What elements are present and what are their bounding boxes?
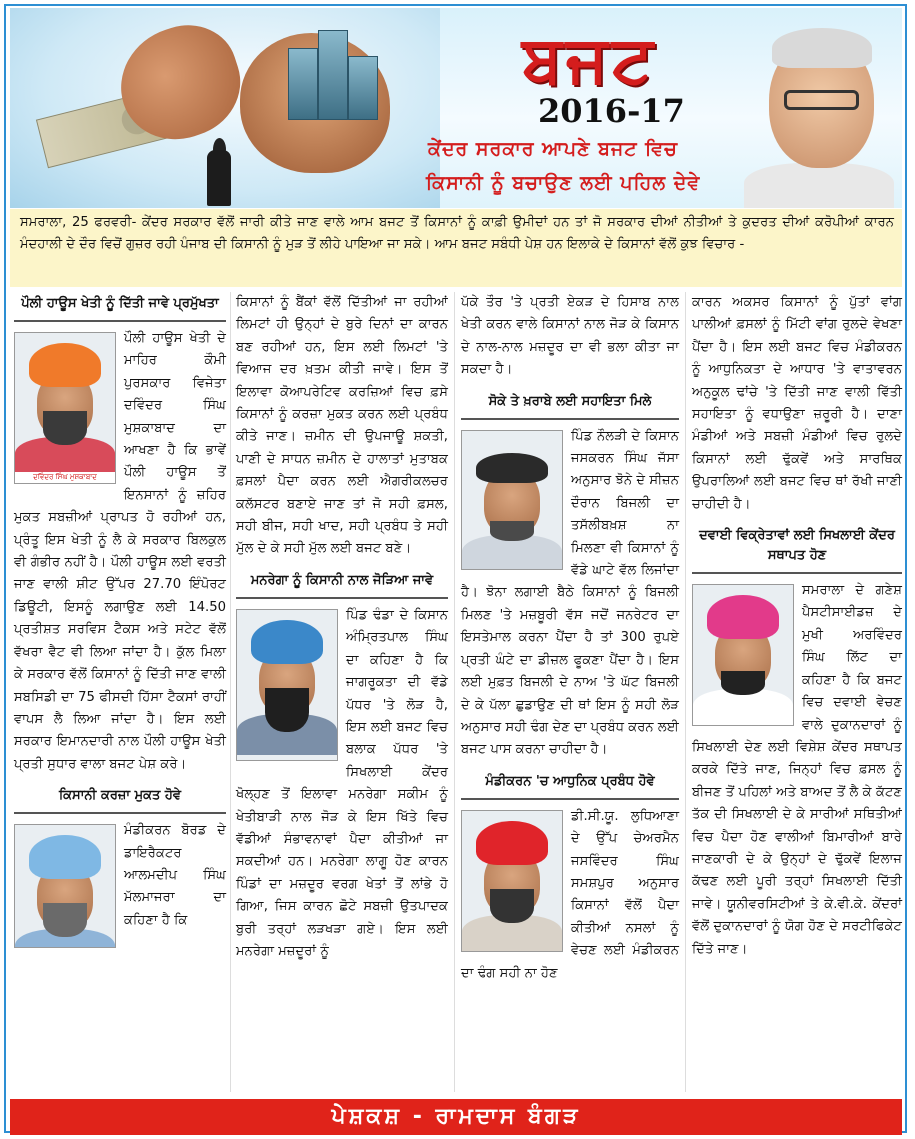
section-heading: ਦਵਾਈ ਵਿਕ੍ਰੇਤਾਵਾਂ ਲਈ ਸਿਖਲਾਈ ਕੇਂਦਰ ਸਥਾਪਤ ਹੋਣ <box>692 524 902 574</box>
intro-paragraph: ਸਮਰਾਲਾ, 25 ਫਰਵਰੀ- ਕੇਂਦਰ ਸਰਕਾਰ ਵੱਲੋਂ ਜਾਰੀ ਕੀਤੇ ਜਾਣ ਵਾਲੇ ਆਮ ਬਜਟ ਤੋਂ ਕਿਸਾਨਾਂ ਨੂੰ ਕਾਫ਼ੀ ਉਮੀਦਾਂ ਹਨ ਤਾਂ ਜੋ ਸਰਕਾਰ ਦੀਆਂ ਨੀਤੀਆਂ ਤੇ ਕੁਦਰਤ ਦੀਆਂ ਕਰੋਪੀਆਂ ਕਾਰਨ ਮੰਦਹਾਲੀ ਦੇ ਦੌਰ ਵਿਚੋਂ ਗੁਜ਼ਰ ਰਹੀ ਪੰਜਾਬ ਦੀ ਕਿਸਾਨੀ ਨੂੰ ਮੁੜ ਤੋਂ ਲੀਹੇ ਪਾਇਆ ਜਾ ਸਕੇ। ਆਮ ਬਜਟ ਸਬੰਧੀ ਪੇਸ਼ ਹਨ ਇਲਾਕੇ ਦੇ ਕਿਸਾਨਾਂ ਵੱਲੋਂ ਕੁਝ ਵਿਚਾਰ - <box>10 209 902 287</box>
portrait-photo <box>461 810 563 952</box>
article-text: ਪਿੰਡ ਨੌਲੜੀ ਦੇ ਕਿਸਾਨ ਜਸਕਰਨ ਸਿੰਘ ਜੱਸਾ ਅਨੁਸਾਰ ਝੋਨੇ ਦੇ ਸੀਜ਼ਨ ਦੌਰਾਨ ਬਿਜਲੀ ਦਾ ਤਸੱਲੀਬਖ਼ਸ਼ ਨਾ ਮਿਲਣਾ ਵੀ ਕਿਸਾਨਾਂ ਨੂੰ ਵੱਡੇ ਘਾਟੇ ਵੱਲ ਲਿਜਾਂਦਾ ਹੈ। ਝੋਨਾ ਲਗਾਈ ਬੈਠੇ ਕਿਸਾਨਾਂ ਨੂੰ ਬਿਜਲੀ ਮਿਲਣ 'ਤੇ ਮਜ਼ਬੂਰੀ ਵੱਸ ਜਦੋਂ ਜਨਰੇਟਰ ਦਾ ਇਸਤੇਮਾਲ ਕਰਨਾ ਪੈਂਦਾ ਹੈ ਤਾਂ 300 ਰੁਪਏ ਪ੍ਰਤੀ ਘੰਟੇ ਦਾ ਡੀਜ਼ਲ ਫੂਕਣਾ ਪੈਂਦਾ ਹੈ। ਇਸ ਲਈ ਮੁਫ਼ਤ ਬਿਜਲੀ ਦੇ ਨਾਅ 'ਤੇ ਘੱਟ ਬਿਜਲੀ ਦੇ ਕੇ ਪੱਲਾ ਛੁਡਾਉਣ ਦੀ ਥਾਂ ਇਸ ਨੂੰ ਸਹੀ ਲੋੜ ਅਨੁਸਾਰ ਸਹੀ ਢੰਗ ਦੇਣ ਦਾ ਪ੍ਰਬੰਧ ਕਰਨ ਲਈ ਬਜਟ ਪਾਸ ਕਰਨਾ ਚਾਹੀਦਾ ਹੈ। <box>461 428 679 758</box>
banner-tagline-1: ਕੇਂਦਰ ਸਰਕਾਰ ਆਪਣੇ ਬਜਟ ਵਿਚ <box>428 138 678 160</box>
banner-tagline-2: ਕਿਸਾਨੀ ਨੂੰ ਬਚਾਉਣ ਲਈ ਪਹਿਲ ਦੇਵੇ <box>426 172 701 194</box>
portrait-photo <box>461 430 563 570</box>
building-image <box>348 56 378 120</box>
section-heading: ਸੋਕੇ ਤੇ ਖ਼ਰਾਬੇ ਲਈ ਸਹਾਇਤਾ ਮਿਲੇ <box>461 390 679 420</box>
article-text: ਪੌਲੀ ਹਾਊਸ ਖੇਤੀ ਦੇ ਮਾਹਿਰ ਕੌਮੀ ਪੁਰਸਕਾਰ ਵਿਜੇਤਾ ਦਵਿੰਦਰ ਸਿੰਘ ਮੁਸ਼ਕਾਬਾਦ ਦਾ ਆਖਣਾ ਹੈ ਕਿ ਭਾਵੇਂ ਪੌਲੀ ਹਾਊਸ ਤੋਂ ਇਨਸਾਨਾਂ ਨੂੰ ਜ਼ਹਿਰ ਮੁਕਤ ਸਬਜ਼ੀਆਂ ਪ੍ਰਾਪਤ ਹੋ ਰਹੀਆਂ ਹਨ, ਪ੍ਰੰਤੂ ਇਸ ਖੇਤੀ ਨੂੰ ਲੈ ਕੇ ਸਰਕਾਰ ਬਿਲਕੁਲ ਵੀ ਗੰਭੀਰ ਨਹੀਂ ਹੈ। ਪੌਲੀ ਹਾਊਸ ਲਈ ਵਰਤੀ ਜਾਣ ਵਾਲੀ ਸ਼ੀਟ ਉੱਪਰ 27.70 ਇੰਪੋਰਟ ਡਿਊਟੀ, ਇਸਨੂੰ ਲਗਾਉਣ ਲਈ 14.50 ਪ੍ਰਤੀਸ਼ਤ ਸਰਵਿਸ ਟੈਕਸ ਅਤੇ ਸਟੇਟ ਵੱਲੋਂ ਵੱਖਰਾ ਵੈਟ ਵੀ ਲਿਆ ਜਾਂਦਾ ਹੈ। ਕੁੱਲ ਮਿਲਾ ਕੇ ਸਰਕਾਰ ਵੱਲੋਂ ਕਿਸਾਨਾਂ ਨੂੰ ਦਿੱਤੀ ਜਾਣ ਵਾਲੀ ਸਬਸਿਡੀ ਦਾ 75 ਫੀਸਦੀ ਹਿੱਸਾ ਟੈਕਸਾਂ ਰਾਹੀਂ ਵਾਪਸ ਲੈ ਲਿਆ ਜਾਂਦਾ ਹੈ। ਇਸ ਲਈ ਸਰਕਾਰ ਇਮਾਨਦਾਰੀ ਨਾਲ ਪੌਲੀ ਹਾਊਸ ਖੇਤੀ ਪ੍ਰਤੀ ਸੁਧਾਰ ਵਾਲਾ ਬਜਟ ਪੇਸ਼ ਕਰੇ। <box>14 331 226 772</box>
column-4 <box>692 292 902 961</box>
businessman-silhouette <box>205 138 233 206</box>
article-text: ਪਿੰਡ ਢੰਡਾ ਦੇ ਕਿਸਾਨ ਅੰਮ੍ਰਿਤਪਾਲ ਸਿੰਘ ਦਾ ਕਹਿਣਾ ਹੈ ਕਿ ਜਾਗਰੂਕਤਾ ਦੀ ਵੱਡੇ ਪੱਧਰ 'ਤੇ ਲੋੜ ਹੈ, ਇਸ ਲਈ ਬਜਟ ਵਿਚ ਬਲਾਕ ਪੱਧਰ 'ਤੇ ਸਿਖਲਾਈ ਕੇਂਦਰ ਖੋਲ੍ਹਣ ਤੋਂ ਇਲਾਵਾ ਮਨਰੇਗਾ ਸਕੀਮ ਨੂੰ ਖੇਤੀਬਾੜੀ ਨਾਲ ਜੋੜ ਕੇ ਇਸ ਖਿੱਤੇ ਵਿਚ ਵੱਡੀਆਂ ਸੰਭਾਵਨਾਵਾਂ ਪੈਦਾ ਕੀਤੀਆਂ ਜਾ ਸਕਦੀਆਂ ਹਨ। ਮਨਰੇਗਾ ਲਾਗੂ ਹੋਣ ਕਾਰਨ ਪਿੰਡਾਂ ਦਾ ਮਜ਼ਦੂਰ ਵਰਗ ਖੇਤਾਂ ਤੋਂ ਲਾਂਭੇ ਹੋ ਗਿਆ, ਜਿਸ ਕਾਰਨ ਛੋਟੇ ਸਬਜ਼ੀ ਉਤਪਾਦਕ ਬੁਰੀ ਤਰ੍ਹਾਂ ਲੜਖੜਾ ਗਏ। ਇਸ ਲਈ ਮਨਰੇਗਾ ਮਜ਼ਦੂਰਾਂ ਨੂੰ <box>236 607 448 959</box>
banner-title: ਬਜਟ <box>522 22 657 97</box>
building-image <box>318 30 348 120</box>
portrait-photo <box>236 609 338 761</box>
minister-portrait <box>744 18 894 208</box>
column-divider <box>685 292 686 1092</box>
portrait-photo <box>14 332 116 484</box>
article-text: ਮੰਡੀਕਰਨ ਬੋਰਡ ਦੇ ਡਾਇਰੈਕਟਰ ਆਲਮਦੀਪ ਸਿੰਘ ਮੱਲਮਾਜਰਾ ਦਾ ਕਹਿਣਾ ਹੈ ਕਿ <box>124 823 226 928</box>
section-heading: ਕਿਸਾਨੀ ਕਰਜ਼ਾ ਮੁਕਤ ਹੋਵੇ <box>14 784 226 814</box>
photo-caption: ਦਵਿੰਦਰ ਸਿੰਘ ਮੁਸ਼ਕਾਬਾਦ <box>15 472 115 483</box>
building-image <box>288 48 318 120</box>
article-text: ਕਾਰਨ ਅਕਸਰ ਕਿਸਾਨਾਂ ਨੂੰ ਪੁੱਤਾਂ ਵਾਂਗ ਪਾਲੀਆਂ ਫ਼ਸਲਾਂ ਨੂੰ ਮਿੱਟੀ ਵਾਂਗ ਰੁਲਦੇ ਵੇਖਣਾ ਪੈਂਦਾ ਹੈ। ਇਸ ਲਈ ਬਜਟ ਵਿਚ ਮੰਡੀਕਰਨ ਨੂੰ ਆਧੁਨਿਕਤਾ ਦੇ ਆਧਾਰ 'ਤੇ ਵਾਤਾਵਰਨ ਅਨੁਕੂਲ ਢਾਂਚੇ 'ਤੇ ਦਿੱਤੀ ਜਾਣ ਵਾਲੀ ਵਿੱਤੀ ਸਹਾਇਤਾ ਨੂੰ ਵਧਾਉਣਾ ਜ਼ਰੂਰੀ ਹੈ। ਦਾਣਾ ਮੰਡੀਆਂ ਅਤੇ ਸਬਜ਼ੀ ਮੰਡੀਆਂ ਵਿਚ ਰੁਲਦੇ ਕਿਸਾਨਾਂ ਲਈ ਢੁੱਕਵੇਂ ਅਤੇ ਸਾਰਥਿਕ ਉਪਰਾਲਿਆਂ ਲਈ ਬਜਟ ਵਿਚ ਥਾਂ ਰੱਖੀ ਜਾਣੀ ਚਾਹੀਦੀ ਹੈ। <box>692 295 902 512</box>
banner-year: 2016-17 <box>538 92 685 130</box>
budget-banner <box>10 8 902 208</box>
section-heading: ਪੌਲੀ ਹਾਊਸ ਖੇਤੀ ਨੂੰ ਦਿੱਤੀ ਜਾਵੇ ਪ੍ਰਮੁੱਖਤਾ <box>14 292 226 322</box>
column-2 <box>236 292 448 963</box>
section-heading: ਮਨਰੇਗਾ ਨੂੰ ਕਿਸਾਨੀ ਨਾਲ ਜੋੜਿਆ ਜਾਵੇ <box>236 569 448 599</box>
column-divider <box>454 292 455 1092</box>
article-text: ਡੀ.ਸੀ.ਯੂ. ਲੁਧਿਆਣਾ ਦੇ ਉੱਪ ਚੇਅਰਮੈਨ ਜਸਵਿੰਦਰ ਸਿੰਘ ਸਮਸ਼ਪੁਰ ਅਨੁਸਾਰ ਕਿਸਾਨਾਂ ਵੱਲੋਂ ਪੈਦਾ ਕੀਤੀਆਂ ਨਸਲਾਂ ਨੂੰ ਵੇਚਣ ਲਈ ਮੰਡੀਕਰਨ ਦਾ ਢੰਗ ਸਹੀ ਨਾ ਹੋਣ <box>461 808 679 981</box>
portrait-photo <box>14 824 116 948</box>
article-text: ਪੱਕੇ ਤੌਰ 'ਤੇ ਪ੍ਰਤੀ ਏਕੜ ਦੇ ਹਿਸਾਬ ਨਾਲ ਖੇਤੀ ਕਰਨ ਵਾਲੇ ਕਿਸਾਨਾਂ ਨਾਲ ਜੋੜ ਕੇ ਕਿਸਾਨ ਦੇ ਨਾਲ-ਨਾਲ ਮਜ਼ਦੂਰ ਦਾ ਵੀ ਭਲਾ ਕੀਤਾ ਜਾ ਸਕਦਾ ਹੈ। <box>461 295 679 378</box>
footer-credit: ਪੇਸ਼ਕਸ਼ - ਰਾਮਦਾਸ ਬੰਗੜ <box>10 1099 902 1135</box>
column-divider <box>230 292 231 1092</box>
section-heading: ਮੰਡੀਕਰਨ 'ਚ ਆਧੁਨਿਕ ਪ੍ਰਬੰਧ ਹੋਵੇ <box>461 770 679 800</box>
column-3 <box>461 292 679 985</box>
article-text: ਕਿਸਾਨਾਂ ਨੂੰ ਬੈਂਕਾਂ ਵੱਲੋਂ ਦਿੱਤੀਆਂ ਜਾ ਰਹੀਆਂ ਲਿਮਟਾਂ ਹੀ ਉਨ੍ਹਾਂ ਦੇ ਬੁਰੇ ਦਿਨਾਂ ਦਾ ਕਾਰਨ ਬਣ ਰਹੀਆਂ ਹਨ, ਇਸ ਲਈ ਲਿਮਟਾਂ 'ਤੇ ਵਿਆਜ ਦਰ ਖ਼ਤਮ ਕੀਤੀ ਜਾਵੇ। ਇਸ ਤੋਂ ਇਲਾਵਾ ਕੋਆਪਰੇਟਿਵ ਕਰਜ਼ਿਆਂ ਵਿਚ ਫ਼ਸੇ ਕਿਸਾਨਾਂ ਨੂੰ ਕਰਜ਼ਾ ਮੁਕਤ ਕਰਨ ਲਈ ਪ੍ਰਬੰਧ ਕੀਤੇ ਜਾਣ। ਜ਼ਮੀਨ ਦੀ ਉਪਜਾਊ ਸ਼ਕਤੀ, ਪਾਣੀ ਦੇ ਸਾਧਨ ਜ਼ਮੀਨ ਦੇ ਹਾਲਾਤਾਂ ਮੁਤਾਬਕ ਫ਼ਸਲਾਂ ਪੈਦਾ ਕਰਨ ਲਈ ਐਗਰੀਕਲਚਰ ਕਲੱਸਟਰ ਬਣਾਏ ਜਾਣ ਤਾਂ ਜੋ ਸਹੀ ਫ਼ਸਲ, ਸਹੀ ਬੀਜ, ਸਹੀ ਖਾਦ, ਸਹੀ ਪ੍ਰਬੰਧ ਤੇ ਸਹੀ ਮੁੱਲ ਦੇ ਕੇ ਸਹੀ ਮੁੱਲ ਲਈ ਬਜਟ ਬਣੇ। <box>236 295 448 557</box>
column-1 <box>14 292 226 952</box>
portrait-photo <box>692 584 794 726</box>
article-text: ਸਮਰਾਲਾ ਦੇ ਗਣੇਸ਼ ਪੈਸਟੀਸਾਈਡਜ਼ ਦੇ ਮੁਖੀ ਅਰਵਿੰਦਰ ਸਿੰਘ ਲਿੱਟ ਦਾ ਕਹਿਣਾ ਹੈ ਕਿ ਬਜਟ ਵਿਚ ਦਵਾਈ ਵੇਚਣ ਵਾਲੇ ਦੁਕਾਨਦਾਰਾਂ ਨੂੰ ਸਿਖਲਾਈ ਦੇਣ ਲਈ ਵਿਸ਼ੇਸ਼ ਕੇਂਦਰ ਸਥਾਪਤ ਕਰਕੇ ਦਿੱਤੇ ਜਾਣ, ਜਿਨ੍ਹਾਂ ਵਿਚ ਫ਼ਸਲ ਨੂੰ ਬੀਜਣ ਤੋਂ ਪਹਿਲਾਂ ਅਤੇ ਬਾਅਦ ਤੋਂ ਲੈ ਕੇ ਕੱਟਣ ਤੱਕ ਦੀ ਸਿਖਲਾਈ ਦੇ ਕੇ ਸਾਰੀਆਂ ਸਥਿਤੀਆਂ ਵਿਚ ਪੈਦਾ ਹੋਣ ਵਾਲੀਆਂ ਬਿਮਾਰੀਆਂ ਬਾਰੇ ਜਾਣਕਾਰੀ ਦੇ ਕੇ ਉਨ੍ਹਾਂ ਦੇ ਢੁੱਕਵੇਂ ਇਲਾਜ ਕੱਢਣ ਲਈ ਪੂਰੀ ਤਰ੍ਹਾਂ ਸਿਖਲਾਈ ਦਿੱਤੀ ਜਾਵੇ। ਯੂਨੀਵਰਸਿਟੀਆਂ ਤੇ ਕੇ.ਵੀ.ਕੇ. ਕੇਂਦਰਾਂ ਵੱਲੋਂ ਦੁਕਾਨਦਾਰਾਂ ਨੂੰ ਯੋਗ ਹੋਣ ਦੇ ਸਰਟੀਫਿਕੇਟ ਦਿੱਤੇ ਜਾਣ। <box>692 583 902 957</box>
